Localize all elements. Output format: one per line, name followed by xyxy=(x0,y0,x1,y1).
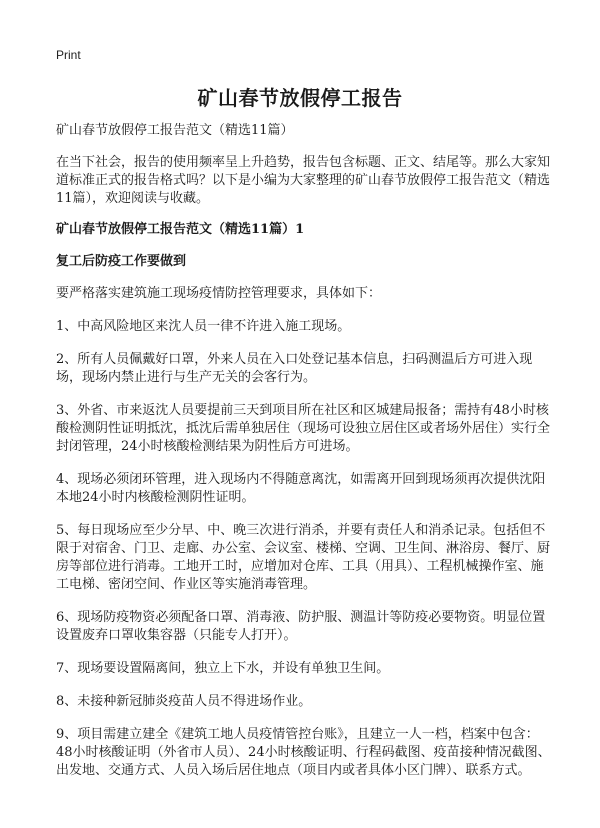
list-item: 7、现场要设置隔离间，独立上下水，并设有单独卫生间。 xyxy=(56,661,390,676)
list-item: 8、未接种新冠肺炎疫苗人员不得进场作业。 xyxy=(56,694,312,709)
list-item: 2、所有人员佩戴好口罩，外来人员在入口处登记基本信息，扫码测温后方可进入现场，现场内禁止进行与生产无关的会客行为。 xyxy=(56,352,533,385)
document-subtitle: 矿山春节放假停工报告范文（精选11篇） xyxy=(56,123,294,138)
section-heading: 矿山春节放假停工报告范文（精选11篇）1 xyxy=(56,222,305,237)
intro-paragraph: 在当下社会，报告的使用频率呈上升趋势，报告包含标题、正文、结尾等。那么大家知道标准正式的报告格式吗？以下是小编为大家整理的矿山春节放假停工报告范文（精选11篇），欢迎阅读与收藏。 xyxy=(56,155,551,206)
document-body xyxy=(56,122,554,795)
list-item: 4、现场必须闭环管理，进入现场内不得随意离沈，如需离开回到现场须再次提供沈阳本地24小时内核酸检测阴性证明。 xyxy=(56,472,546,505)
list-item: 3、外省、市来返沈人员要提前三天到项目所在社区和区城建局报备；需持有48小时核酸检测阴性证明抵沈，抵沈后需单独居住（现场可设独立居住区或者场外居住）实行全封闭管理，24小时核酸检测结果为阴性后方可进场。 xyxy=(56,403,551,454)
list-item: 5、每日现场应至少分早、中、晚三次进行消杀，并要有责任人和消杀记录。包括但不限于对宿舍、门卫、走廊、办公室、会议室、楼梯、空调、卫生间、淋浴房、餐厅、厨房等部位进行消毒。工地开工时，应增加对仓库、工具（用具）、工程机械操作室、施工电梯、密闭空间、作业区等实施消毒管理。 xyxy=(56,523,551,592)
list-item: 9、项目需建立建全《建筑工地人员疫情管控台账》，且建立一人一档，档案中包含：48小时核酸证明（外省市人员）、24小时核酸证明、行程码截图、疫苗接种情况截图、出发地、交通方式、人员入场后居住地点（项目内或者具体小区门牌）、联系方式。 xyxy=(56,727,551,778)
sub-heading: 复工后防疫工作要做到 xyxy=(56,254,187,269)
document-title: 矿山春节放假停工报告 xyxy=(197,86,403,110)
print-link[interactable]: Print xyxy=(56,48,81,62)
lead-paragraph: 要严格落实建筑施工现场疫情防控管理要求，具体如下： xyxy=(56,286,382,301)
list-item: 6、现场防疫物资必须配备口罩、消毒液、防护服、测温计等防疫必要物资。明显位置设置废弃口罩收集容器（只能专人打开）。 xyxy=(56,610,546,643)
list-item: 1、中高风险地区来沈人员一律不许进入施工现场。 xyxy=(56,319,351,334)
